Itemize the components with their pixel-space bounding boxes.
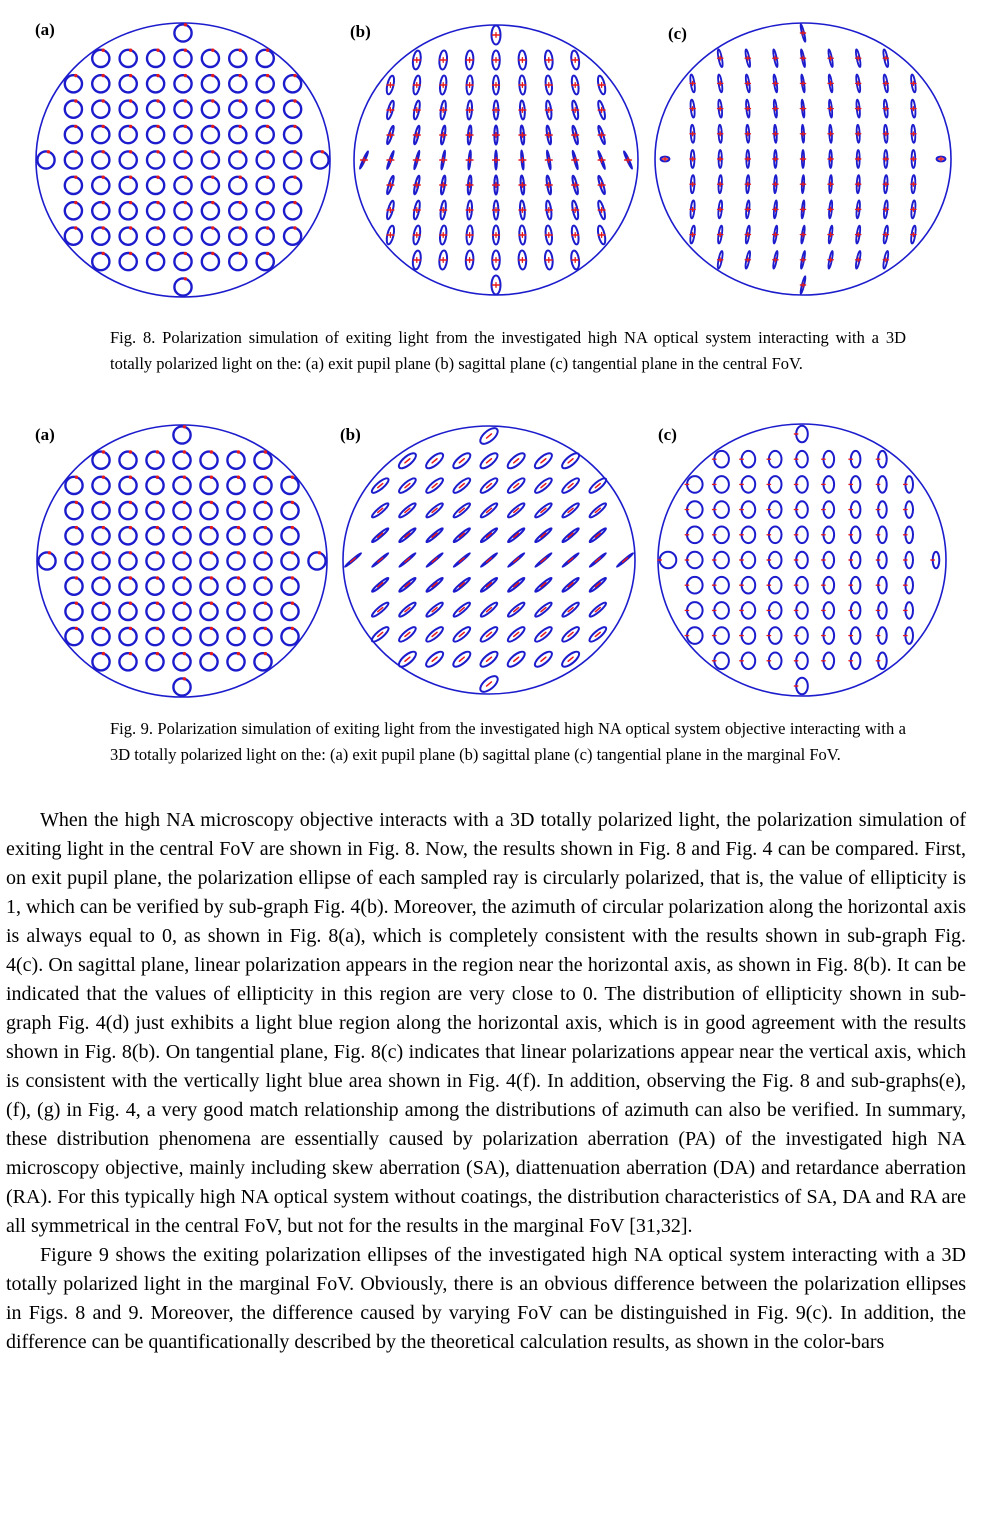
- fig9-panel-c-tangential-plot: [642, 420, 962, 704]
- fig8-panel-b-sagittal-plot: [336, 15, 656, 307]
- fig9-label-a: (a): [35, 425, 55, 444]
- fig8-label-b: (b): [350, 22, 371, 41]
- fig8-caption: Fig. 8. Polarization simulation of exiting light from the investigated high NA optical system interacting with a 3D totally polarized light on the: (a) exit pupil plane (b) sagittal plane (c) tangential plane in the central FoV.: [110, 328, 906, 373]
- body-paragraph-1: When the high NA microscopy objective interacts with a 3D totally polarized light, the polarization simulation of exiting light in the central FoV are shown in Fig. 8. Now, the results shown in Fig. 8 and Fig. 4 can be compared. First, on exit pupil plane, the polarization ellipse of each sampled ray is circularly polarized, that is, the value of ellipticity is 1, which can be verified by sub-graph Fig. 4(b). Moreover, the azimuth of circular polarization along the horizontal axis is always equal to 0, as shown in Fig. 8(a), which is completely consistent with the results shown in sub-graph Fig. 4(c). On sagittal plane, linear polarization appears in the region near the horizontal axis, as shown in Fig. 8(b). It can be indicated that the values of ellipticity in this region are very close to 0. The distribution of ellipticity shown in sub-graph Fig. 4(d) just exhibits a light blue region along the horizontal axis, which is in good agreement with the results shown in Fig. 8(b). On tangential plane, Fig. 8(c) indicates that linear polarizations appear near the vertical axis, which is consistent with the vertically light blue area shown in Fig. 4(f). In addition, observing the Fig. 8 and sub-graphs(e), (f), (g) in Fig. 4, a very good match relationship among the distributions of azimuth can also be verified. In summary, these distribution phenomena are essentially caused by polarization aberration (PA) of the investigated high NA microscopy objective, mainly including skew aberration (SA), diattenuation aberration (DA) and retardance aberration (RA). For this typically high NA optical system without coatings, the distribution characteristics of SA, DA and RA are all symmetrical in the central FoV, but not for the results in the marginal FoV [31,32].: [6, 809, 966, 1237]
- fig8-panel-a-exit-pupil-plot: [23, 15, 343, 307]
- fig9-caption: Fig. 9. Polarization simulation of exiting light from the investigated high NA optical system objective interacting with a 3D totally polarized light on the: (a) exit pupil plane (b) sagittal plane (c) tangential plane in the marginal FoV.: [110, 719, 906, 764]
- body-paragraph-2: Figure 9 shows the exiting polarization ellipses of the investigated high NA optical system interacting with a 3D totally polarized light in the marginal FoV. Obviously, there is an obvious difference between the polarization ellipses in Figs. 8 and 9. Moreover, the difference caused by varying FoV can be distinguished in Fig. 9(c). In addition, the difference can be quantificationally described by the theoretical calculation results, as shown in the color-bars: [6, 1244, 966, 1353]
- fig8-label-a: (a): [35, 20, 55, 39]
- fig9-panel-a-exit-pupil-plot: [22, 420, 342, 704]
- fig9-label-b: (b): [340, 425, 361, 444]
- body-text: [6, 806, 966, 1357]
- fig8-label-c: (c): [668, 24, 687, 43]
- fig9-label-c: (c): [658, 425, 677, 444]
- fig8-panel-c-tangential-plot: [643, 15, 963, 307]
- fig9-panel-b-sagittal-plot: [329, 420, 649, 704]
